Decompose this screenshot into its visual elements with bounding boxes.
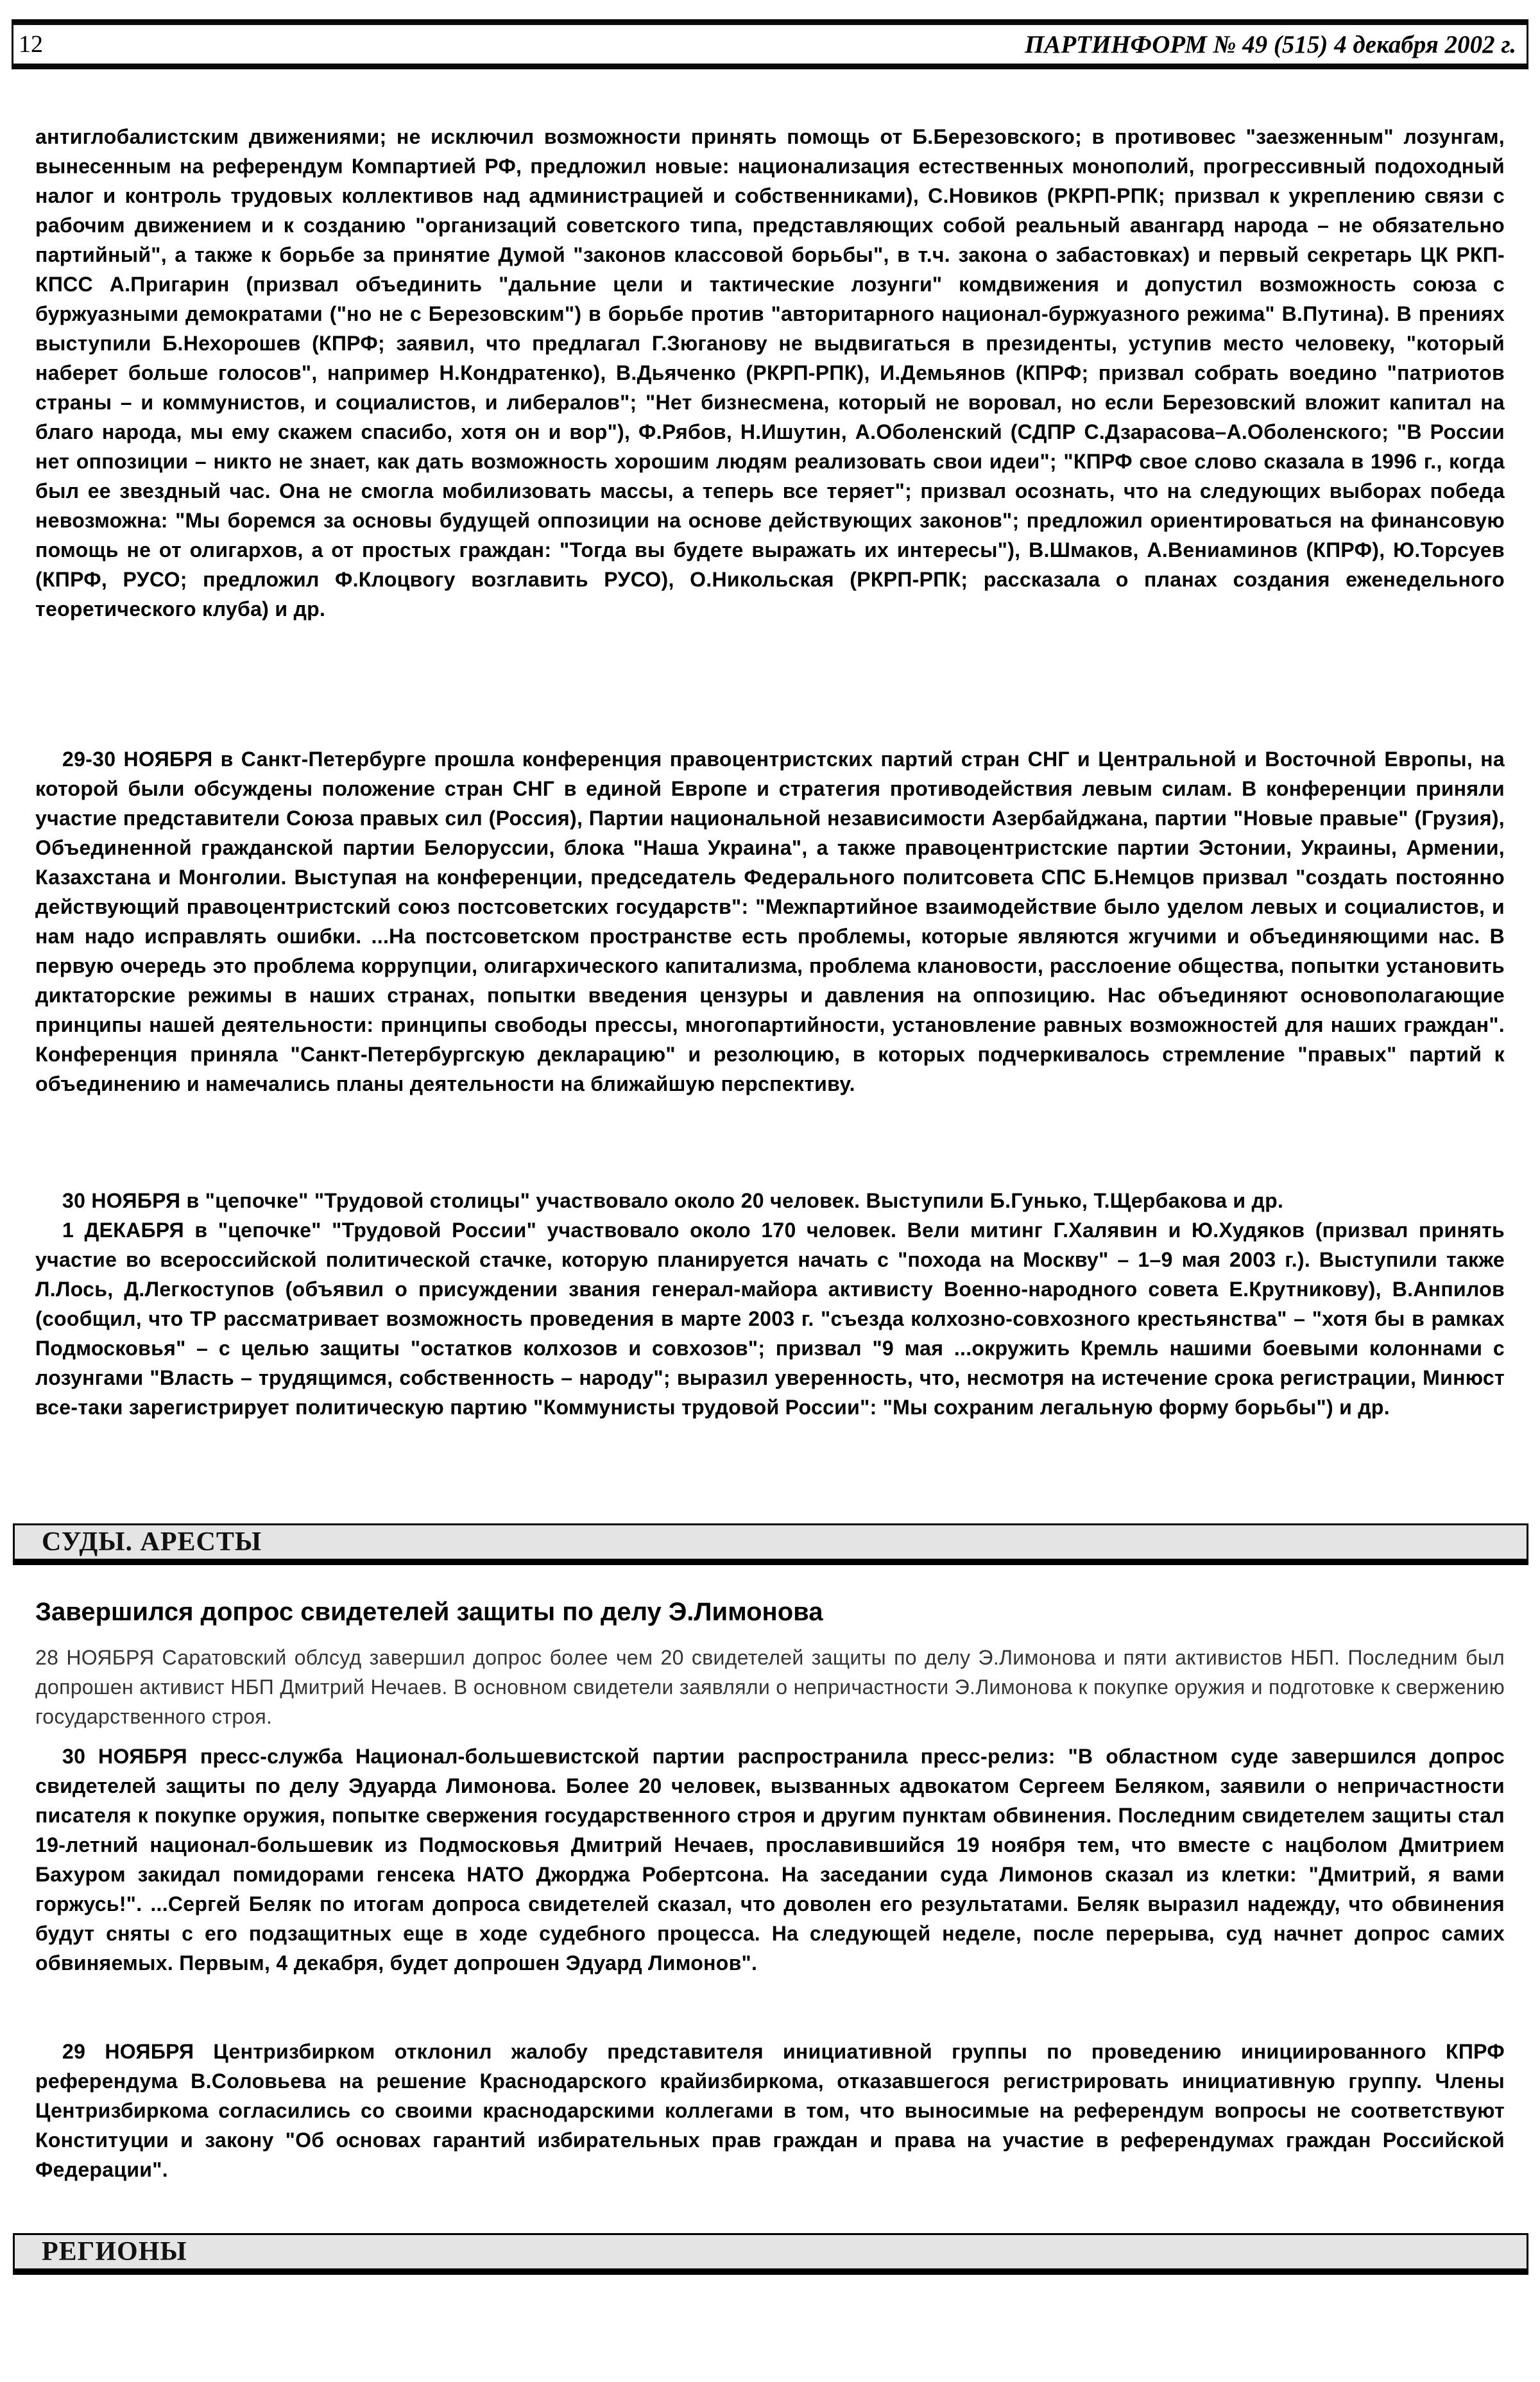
regions-section-header (13, 2233, 1528, 2275)
page-header (12, 19, 1528, 69)
courts-section-header (13, 1523, 1528, 1565)
article-title: Завершился допрос свидетелей защиты по делу Э.Лимонова (35, 1598, 823, 1626)
regions-section-title: РЕГИОНЫ (42, 2237, 187, 2266)
courts-section-title: СУДЫ. АРЕСТЫ (42, 1527, 262, 1557)
body-paragraph-3: 30 НОЯБРЯ в "цепочке" "Трудовой столицы" участвовало около 20 человек. Выступили Б.Гунько, Т.Щербакова и др. (62, 1189, 1284, 1212)
body-paragraph-2: 29-30 НОЯБРЯ в Санкт-Петербурге прошла конференция правоцентристских партий стран СНГ и Центральной и Восточной Европы, на которой были обсуждены положение стран СНГ в единой Европе и стратегия противодействия левым силам. В конференции приняли участие представители Союза правых сил (Россия), Партии национальной независимости Азербайджана, партии "Новые правые" (Грузия), Объединенной гражданской партии Белоруссии, блока "Наша Украина", а также правоцентристские партии Эстонии, Украины, Армении, Казахстана и Монголии. Выступая на конференции, председатель Федерального политсовета СПС Б.Немцов призвал "создать постоянно действующий правоцентристский союз постсоветских государств": "Межпартийное взаимодействие было уделом левых и социалистов, и нам надо исправлять ошибки. ...На постсоветском пространстве есть проблемы, которые являются жгучими и объединяющими нас. В первую очередь это проблема коррупции, олигархического капитализма, проблема клановости, расслоение общества, попытки установить диктаторские режимы в наших странах, попытки введения цензуры и давления на оппозицию. Нас объединяют основополагающие принципы нашей деятельности: принципы свободы прессы, многопартийности, установление равных возможностей для наших граждан". Конференция приняла "Санкт-Петербургскую декларацию" и резолюцию, в которых подчеркивалось стремление "правых" партий к объединению и намечались планы деятельности на ближайшую перспективу. (35, 748, 1505, 1095)
issue-title: ПАРТИНФОРМ № 49 (515) 4 декабря 2002 г. (1024, 30, 1516, 58)
body-paragraph-4: 1 ДЕКАБРЯ в "цепочке" "Трудовой России" участвовало около 170 человек. Вели митинг Г.Халявин и Ю.Худяков (призвал принять участие во всероссийской политической стачке, которую планируется начать с "похода на Москву" – 1–9 мая 2003 г.). Выступили также Л.Лось, Д.Легкоступов (объявил о присуждении звания генерал-майора активисту Военно-народного совета Е.Крутникову), В.Анпилов (сообщил, что ТР рассматривает возможность проведения в марте 2003 г. "съезда колхозно-совхозного крестьянства" – "хотя бы в рамках Подмосковья" – с целью защиты "остатков колхозов и совхозов"; призвал "9 мая ...окружить Кремль нашими боевыми колоннами с лозунгами "Власть – трудящимся, собственность – народу"; выразил уверенность, что, несмотря на истечение срока регистрации, Минюст все-таки зарегистрирует политическую партию "Коммунисты трудовой России": "Мы сохраним легальную форму борьбы") и др. (35, 1219, 1505, 1419)
page-number: 12 (19, 31, 43, 58)
courts-paragraph-3: 29 НОЯБРЯ Центризбирком отклонил жалобу представителя инициативной группы по проведению инициированного КПРФ референдума В.Соловьева на решение Краснодарского крайизбиркома, отказавшегося регистрировать инициативную группу. Члены Центризбиркома согласились со своими краснодарскими коллегами в том, что выносимые на референдум вопросы не соответствуют Конституции и закону "Об основах гарантий избирательных прав граждан и права на участие в референдумах граждан Российской Федерации". (35, 2040, 1505, 2181)
body-paragraph-1: антиглобалистским движениями; не исключил возможности принять помощь от Б.Березовского; в противовес "заезженным" лозунгам, вынесенным на референдум Компартией РФ, предложил новые: национализация естественных монополий, прогрессивный подоходный налог и контроль трудовых коллективов над администрацией и собственниками), С.Новиков (РКРП-РПК; призвал к укреплению связи с рабочим движением и к созданию "организаций советского типа, представляющих собой реальный авангард народа – не обязательно партийный", а также к борьбе за принятие Думой "законов классовой борьбы", в т.ч. закона о забастовках) и первый секретарь ЦК РКП-КПСС А.Пригарин (призвал объединить "дальние цели и тактические лозунги" комдвижения и допустил возможность союза с буржуазными демократами ("но не с Березовским") в борьбе против "авторитарного национал-буржуазного режима" В.Путина). В прениях выступили Б.Нехорошев (КПРФ; заявил, что предлагал Г.Зюганову не выдвигаться в президенты, уступив место человеку, "который наберет больше голосов", например Н.Кондратенко), В.Дьяченко (РКРП-РПК), И.Демьянов (КПРФ; призвал собрать воедино "патриотов страны – и коммунистов, и социалистов, и либералов"; "Нет бизнесмена, который не воровал, но если Березовский вложит капитал на благо народа, мы ему скажем спасибо, хотя он и вор"), Ф.Рябов, Н.Ишутин, А.Оболенский (СДПР С.Дзарасова–А.Оболенского; "В России нет оппозиции – никто не знает, как дать возможность хорошим людям реализовать свои идеи"; "КПРФ свое слово сказала в 1996 г., когда был ее звездный час. Она не смогла мобилизовать массы, а теперь все теряет"; призвал осознать, что на следующих выборах победа невозможна: "Мы боремся за основы будущей оппозиции на основе действующих законов"; предложил ориентироваться на финансовую помощь не от олигархов, а от простых граждан: "Тогда вы будете выражать их интересы"), В.Шмаков, А.Вениаминов (КПРФ), Ю.Торсуев (КПРФ, РУСО; предложил Ф.Клоцвогу возглавить РУСО), О.Никольская (РКРП-РПК; рассказала о планах создания еженедельного теоретического клуба) и др. (35, 125, 1505, 621)
courts-paragraph-2: 30 НОЯБРЯ пресс-служба Национал-большевистской партии распространила пресс-релиз: "В областном суде завершился допрос свидетелей защиты по делу Эдуарда Лимонова. Более 20 человек, вызванных адвокатом Сергеем Беляком, заявили о непричастности писателя к покупке оружия, попытке свержения государственного строя и другим пунктам обвинения. Последним свидетелем защиты стал 19-летний национал-большевик из Подмосковья Дмитрий Нечаев, прославившийся 19 ноября тем, что вместе с нацболом Дмитрием Бахуром закидал помидорами генсека НАТО Джорджа Робертсона. На заседании суда Лимонов сказал из клетки: "Дмитрий, я вами горжусь!". ...Сергей Беляк по итогам допроса свидетелей сказал, что доволен его результатами. Беляк выразил надежду, что обвинения будут сняты с его подзащитных еще в ходе судебного процесса. На следующей неделе, после перерыва, суд начнет допрос самих обвиняемых. Первым, 4 декабря, будет допрошен Эдуард Лимонов". (35, 1745, 1505, 1975)
courts-paragraph-1: 28 НОЯБРЯ Саратовский облсуд завершил допрос более чем 20 свидетелей защиты по делу Э.Лимонова и пяти активистов НБП. Последним был допрошен активист НБП Дмитрий Нечаев. В основном свидетели заявляли о непричастности Э.Лимонова к покупке оружия и подготовке к свержению государственного строя. (35, 1646, 1505, 1728)
